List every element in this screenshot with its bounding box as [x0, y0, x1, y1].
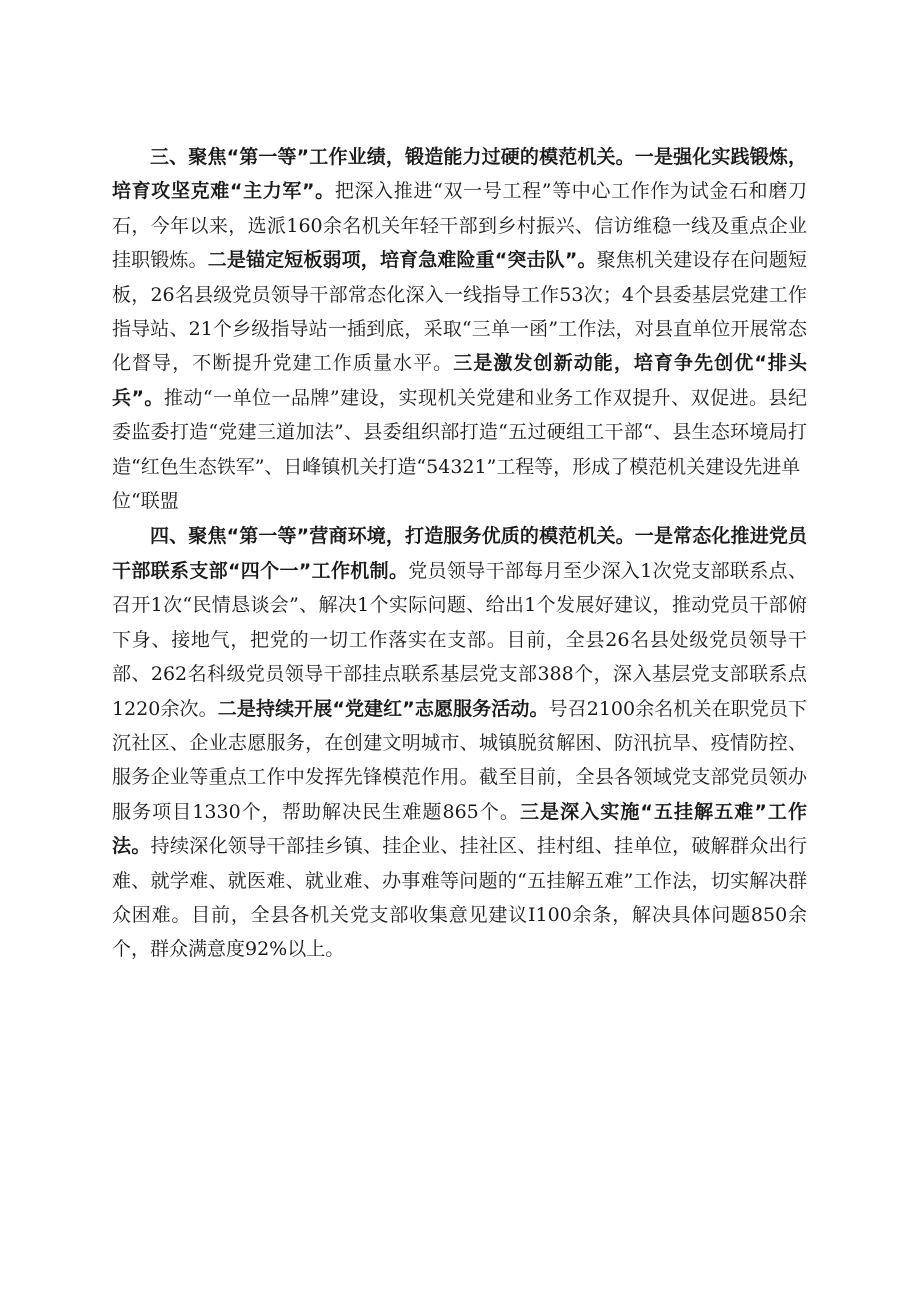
heading-point-two: 二是持续开展“党建红”志愿服务活动。	[217, 697, 549, 720]
body-text: 号召2100余名机关在职党员下沉社区、企业志愿服务，在创建文明城市、城镇脱贫解困、防汛抗旱、疫情防控、服务企业等重点工作中发挥先锋模范作用。截至目前，全县各领域党支部党员领办服务项目1330个，帮助解决民生难题865个。	[112, 697, 808, 823]
heading-section-four: 四、聚焦“第一等”营商环境，打造服务优质的模范机关。一是常态化推进党员干部联系支部“四个一”工作机制。	[112, 525, 807, 582]
paragraph-section-four	[112, 519, 807, 966]
heading-section-three: 三、聚焦“第一等”工作业绩，锻造能力过硬的模范机关。一是强化实践锻炼，培育攻坚克难“主力军”。	[112, 146, 807, 203]
paragraph-section-three	[112, 140, 807, 518]
heading-point-three: 三是激发创新动能，培育争先创优“排头兵”。	[112, 352, 807, 409]
body-text: 党员领导干部每月至少深入1次党支部联系点、召开1次“民情恳谈会”、解决1个实际问题、给出1个发展好建议，推动党员干部俯下身、接地气，把党的一切工作落实在支部。目前，全县26名县处级党员领导干部、262名科级党员领导干部挂点联系基层党支部388个，深入基层党支部联系点1220余次。	[112, 559, 807, 720]
body-text: 把深入推进“双一号工程”等中心工作作为试金石和磨刀石，今年以来，选派160余名机关年轻干部到乡村振兴、信访维稳一线及重点企业挂职锻炼。	[112, 180, 807, 272]
body-text: 推动“一单位一品牌”建设，实现机关党建和业务工作双提升、双促进。县纪委监委打造“党建三道加法”、县委组织部打造“五过硬组工干部“、县生态环境局打造“红色生态铁军”、日峰镇机关打造“54321”工程等，形成了模范机关建设先进单	[112, 386, 807, 478]
paragraph-tail-line: 位“联盟	[112, 490, 179, 513]
heading-point-three: 三是深入实施“五挂解五难”工作法。	[112, 800, 807, 858]
body-text: 聚焦机关建设存在问题短板，26名县级党员领导干部常态化深入一线指导工作53次；4个县委基层党建工作指导站、21个乡级指导站一插到底，采取“三单一函”工作法，对县直单位开展常态化督导，不断提升党建工作质量水平。	[112, 249, 807, 375]
document-page	[112, 140, 807, 968]
heading-point-two: 二是锚定短板弱项，培育急难险重“突击队”。	[207, 249, 597, 272]
body-text: 持续深化领导干部挂乡镇、挂企业、挂社区、挂村组、挂单位，破解群众出行难、就学难、就医难、就业难、办事难等问题的“五挂解五难”工作法，切实解决群众困难。目前，全县各机关党支部收集意见建议I100余条，解决具体问题850余个，群众满意度92%以上。	[112, 835, 807, 961]
